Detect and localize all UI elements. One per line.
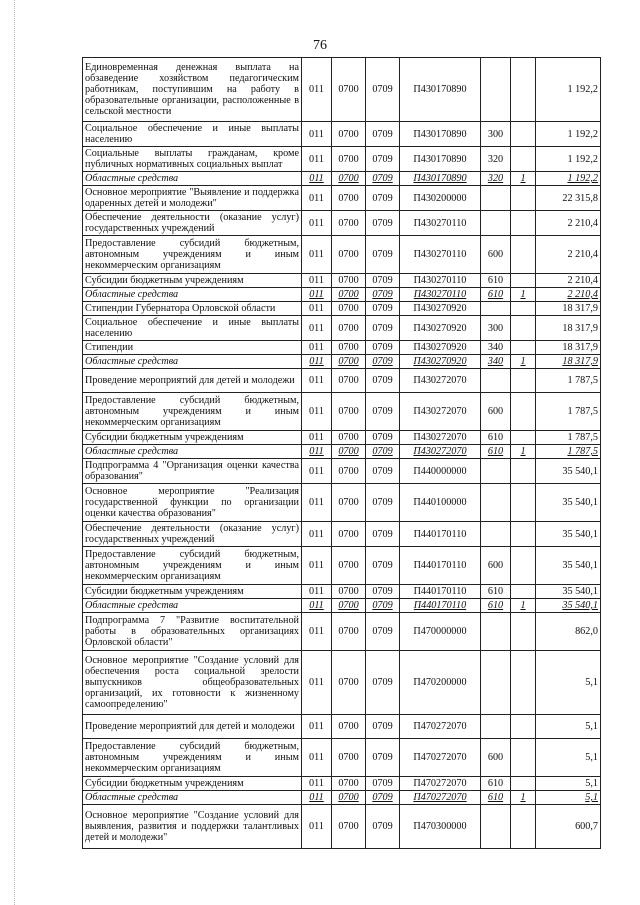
row-section-code: 0700 (332, 715, 366, 739)
row-expense-type: 600 (481, 739, 511, 777)
row-target-article: П430270920 (400, 316, 481, 341)
row-amount: 18 317,9 (536, 355, 601, 369)
row-section-code: 0700 (332, 805, 366, 849)
table-row (83, 613, 601, 651)
row-ministry-code: 011 (302, 715, 332, 739)
row-amount: 5,1 (536, 739, 601, 777)
row-amount: 5,1 (536, 777, 601, 791)
row-funding-source (511, 341, 536, 355)
row-name: Субсидии бюджетным учреждениям (83, 431, 302, 445)
row-subsection-code: 0709 (366, 651, 400, 715)
row-subsection-code: 0709 (366, 302, 400, 316)
row-target-article: П430170890 (400, 147, 481, 172)
row-target-article: П430170890 (400, 122, 481, 147)
row-amount: 1 787,5 (536, 445, 601, 459)
row-target-article: П470000000 (400, 613, 481, 651)
row-target-article: П430270110 (400, 236, 481, 274)
row-name: Субсидии бюджетным учреждениям (83, 777, 302, 791)
row-funding-source (511, 431, 536, 445)
row-target-article: П430270110 (400, 274, 481, 288)
row-subsection-code: 0709 (366, 393, 400, 431)
row-funding-source (511, 302, 536, 316)
row-name: Областные средства (83, 172, 302, 186)
row-target-article: П470300000 (400, 805, 481, 849)
row-subsection-code: 0709 (366, 805, 400, 849)
row-funding-source (511, 522, 536, 547)
row-amount: 18 317,9 (536, 316, 601, 341)
row-name: Областные средства (83, 445, 302, 459)
row-target-article: П430272070 (400, 369, 481, 393)
row-expense-type: 610 (481, 777, 511, 791)
row-subsection-code: 0709 (366, 211, 400, 236)
row-funding-source (511, 739, 536, 777)
row-expense-type (481, 651, 511, 715)
row-amount: 1 192,2 (536, 58, 601, 122)
row-target-article: П430270920 (400, 302, 481, 316)
row-expense-type: 610 (481, 599, 511, 613)
table-row (83, 459, 601, 484)
row-target-article: П440170110 (400, 547, 481, 585)
row-ministry-code: 011 (302, 369, 332, 393)
row-amount: 1 787,5 (536, 431, 601, 445)
row-funding-source: 1 (511, 172, 536, 186)
row-target-article: П430170890 (400, 172, 481, 186)
row-target-article: П470272070 (400, 777, 481, 791)
row-subsection-code: 0709 (366, 791, 400, 805)
row-target-article: П430270920 (400, 355, 481, 369)
row-expense-type: 600 (481, 547, 511, 585)
page-number: 76 (313, 38, 327, 53)
table-row (83, 288, 601, 302)
row-funding-source (511, 459, 536, 484)
row-section-code: 0700 (332, 613, 366, 651)
row-expense-type: 300 (481, 122, 511, 147)
row-section-code: 0700 (332, 585, 366, 599)
row-subsection-code: 0709 (366, 369, 400, 393)
row-ministry-code: 011 (302, 147, 332, 172)
row-section-code: 0700 (332, 302, 366, 316)
row-expense-type (481, 484, 511, 522)
row-subsection-code: 0709 (366, 715, 400, 739)
row-section-code: 0700 (332, 122, 366, 147)
row-ministry-code: 011 (302, 393, 332, 431)
row-section-code: 0700 (332, 739, 366, 777)
row-ministry-code: 011 (302, 791, 332, 805)
row-subsection-code: 0709 (366, 186, 400, 211)
row-target-article: П430170890 (400, 58, 481, 122)
table-row (83, 355, 601, 369)
row-target-article: П470272070 (400, 739, 481, 777)
row-subsection-code: 0709 (366, 445, 400, 459)
row-ministry-code: 011 (302, 484, 332, 522)
row-subsection-code: 0709 (366, 355, 400, 369)
row-subsection-code: 0709 (366, 147, 400, 172)
row-amount: 600,7 (536, 805, 601, 849)
row-funding-source (511, 316, 536, 341)
row-amount: 35 540,1 (536, 585, 601, 599)
row-amount: 1 192,2 (536, 172, 601, 186)
row-funding-source (511, 715, 536, 739)
row-target-article: П470272070 (400, 791, 481, 805)
row-section-code: 0700 (332, 651, 366, 715)
row-expense-type: 320 (481, 172, 511, 186)
row-target-article: П470200000 (400, 651, 481, 715)
row-name: Областные средства (83, 355, 302, 369)
row-funding-source: 1 (511, 791, 536, 805)
row-expense-type (481, 302, 511, 316)
table-row (83, 445, 601, 459)
table-row (83, 651, 601, 715)
row-ministry-code: 011 (302, 613, 332, 651)
row-expense-type (481, 186, 511, 211)
row-subsection-code: 0709 (366, 459, 400, 484)
row-funding-source (511, 186, 536, 211)
row-target-article: П440170110 (400, 599, 481, 613)
row-expense-type: 610 (481, 791, 511, 805)
table-row (83, 341, 601, 355)
row-funding-source (511, 58, 536, 122)
row-name: Стипендии (83, 341, 302, 355)
row-ministry-code: 011 (302, 316, 332, 341)
row-amount: 18 317,9 (536, 341, 601, 355)
row-name: Социальные выплаты гражданам, кроме публичных нормативных социальных выплат (83, 147, 302, 172)
row-funding-source (511, 805, 536, 849)
row-amount: 5,1 (536, 715, 601, 739)
row-section-code: 0700 (332, 236, 366, 274)
row-funding-source (511, 236, 536, 274)
table-row (83, 585, 601, 599)
row-funding-source: 1 (511, 288, 536, 302)
table-row (83, 316, 601, 341)
row-expense-type: 610 (481, 585, 511, 599)
row-amount: 2 210,4 (536, 288, 601, 302)
row-expense-type (481, 369, 511, 393)
table-row (83, 122, 601, 147)
row-ministry-code: 011 (302, 302, 332, 316)
row-funding-source (511, 369, 536, 393)
row-ministry-code: 011 (302, 355, 332, 369)
row-funding-source: 1 (511, 355, 536, 369)
row-ministry-code: 011 (302, 341, 332, 355)
row-subsection-code: 0709 (366, 547, 400, 585)
row-funding-source (511, 484, 536, 522)
row-amount: 35 540,1 (536, 599, 601, 613)
row-section-code: 0700 (332, 355, 366, 369)
table-row (83, 484, 601, 522)
row-subsection-code: 0709 (366, 585, 400, 599)
row-amount: 5,1 (536, 651, 601, 715)
row-expense-type (481, 715, 511, 739)
table-row (83, 58, 601, 122)
row-expense-type: 610 (481, 431, 511, 445)
row-amount: 2 210,4 (536, 274, 601, 288)
table-row (83, 369, 601, 393)
row-subsection-code: 0709 (366, 274, 400, 288)
row-expense-type: 340 (481, 355, 511, 369)
row-name: Проведение мероприятий для детей и молодежи (83, 715, 302, 739)
row-target-article: П430272070 (400, 393, 481, 431)
row-expense-type: 600 (481, 236, 511, 274)
row-section-code: 0700 (332, 211, 366, 236)
row-target-article: П440170110 (400, 522, 481, 547)
row-amount: 35 540,1 (536, 522, 601, 547)
row-subsection-code: 0709 (366, 522, 400, 547)
row-ministry-code: 011 (302, 777, 332, 791)
row-amount: 2 210,4 (536, 211, 601, 236)
row-name: Субсидии бюджетным учреждениям (83, 274, 302, 288)
row-section-code: 0700 (332, 459, 366, 484)
row-section-code: 0700 (332, 393, 366, 431)
row-section-code: 0700 (332, 445, 366, 459)
table-row (83, 274, 601, 288)
row-expense-type (481, 805, 511, 849)
row-amount: 1 192,2 (536, 147, 601, 172)
table-row (83, 172, 601, 186)
row-name: Обеспечение деятельности (оказание услуг) государственных учреждений (83, 211, 302, 236)
table-row (83, 777, 601, 791)
row-subsection-code: 0709 (366, 599, 400, 613)
row-subsection-code: 0709 (366, 58, 400, 122)
row-section-code: 0700 (332, 484, 366, 522)
row-target-article: П440100000 (400, 484, 481, 522)
row-subsection-code: 0709 (366, 777, 400, 791)
row-section-code: 0700 (332, 288, 366, 302)
row-section-code: 0700 (332, 172, 366, 186)
row-target-article: П430270110 (400, 288, 481, 302)
table-row (83, 186, 601, 211)
row-section-code: 0700 (332, 522, 366, 547)
row-name: Областные средства (83, 288, 302, 302)
row-section-code: 0700 (332, 431, 366, 445)
row-name: Подпрограмма 4 "Организация оценки качества образования" (83, 459, 302, 484)
row-subsection-code: 0709 (366, 484, 400, 522)
row-name: Подпрограмма 7 "Развитие воспитательной работы в образовательных организациях Орловской области" (83, 613, 302, 651)
row-subsection-code: 0709 (366, 613, 400, 651)
row-expense-type: 600 (481, 393, 511, 431)
table-row (83, 522, 601, 547)
row-ministry-code: 011 (302, 445, 332, 459)
row-funding-source (511, 651, 536, 715)
row-amount: 35 540,1 (536, 547, 601, 585)
row-target-article: П430200000 (400, 186, 481, 211)
row-name: Основное мероприятие "Реализация государственной функции по организации оценки качества образования" (83, 484, 302, 522)
row-section-code: 0700 (332, 791, 366, 805)
row-amount: 2 210,4 (536, 236, 601, 274)
row-amount: 1 787,5 (536, 369, 601, 393)
row-funding-source (511, 613, 536, 651)
row-subsection-code: 0709 (366, 122, 400, 147)
row-ministry-code: 011 (302, 739, 332, 777)
row-section-code: 0700 (332, 777, 366, 791)
row-ministry-code: 011 (302, 431, 332, 445)
row-funding-source: 1 (511, 445, 536, 459)
row-section-code: 0700 (332, 341, 366, 355)
row-ministry-code: 011 (302, 547, 332, 585)
row-amount: 35 540,1 (536, 484, 601, 522)
row-expense-type: 610 (481, 445, 511, 459)
table-row (83, 791, 601, 805)
row-name: Основное мероприятие "Создание условий для обеспечения роста социальной зрелости выпускников общеобразовательных организаций, их готовности к жизненному самоопределению" (83, 651, 302, 715)
row-target-article: П430272070 (400, 431, 481, 445)
row-target-article: П470272070 (400, 715, 481, 739)
table-row (83, 805, 601, 849)
row-section-code: 0700 (332, 547, 366, 585)
binding-margin-line (14, 0, 15, 905)
row-expense-type (481, 58, 511, 122)
table-row (83, 599, 601, 613)
row-subsection-code: 0709 (366, 288, 400, 302)
row-subsection-code: 0709 (366, 341, 400, 355)
row-funding-source (511, 274, 536, 288)
row-amount: 1 787,5 (536, 393, 601, 431)
row-ministry-code: 011 (302, 522, 332, 547)
row-name: Обеспечение деятельности (оказание услуг) государственных учреждений (83, 522, 302, 547)
row-funding-source (511, 777, 536, 791)
table-row (83, 715, 601, 739)
row-expense-type (481, 613, 511, 651)
row-name: Предоставление субсидий бюджетным, автономным учреждениям и иным некоммерческим организациям (83, 236, 302, 274)
row-expense-type: 320 (481, 147, 511, 172)
row-section-code: 0700 (332, 147, 366, 172)
table-row (83, 739, 601, 777)
row-ministry-code: 011 (302, 599, 332, 613)
row-target-article: П430270110 (400, 211, 481, 236)
row-name: Предоставление субсидий бюджетным, автономным учреждениям и иным некоммерческим организациям (83, 547, 302, 585)
row-expense-type: 300 (481, 316, 511, 341)
budget-table-body (83, 58, 601, 849)
row-section-code: 0700 (332, 599, 366, 613)
table-row (83, 236, 601, 274)
row-name: Основное мероприятие "Выявление и поддержка одаренных детей и молодежи" (83, 186, 302, 211)
row-section-code: 0700 (332, 186, 366, 211)
row-ministry-code: 011 (302, 58, 332, 122)
row-amount: 22 315,8 (536, 186, 601, 211)
row-amount: 1 192,2 (536, 122, 601, 147)
table-row (83, 147, 601, 172)
row-expense-type (481, 522, 511, 547)
row-expense-type: 340 (481, 341, 511, 355)
row-funding-source (511, 147, 536, 172)
row-funding-source (511, 547, 536, 585)
row-section-code: 0700 (332, 369, 366, 393)
row-expense-type: 610 (481, 274, 511, 288)
row-name: Проведение мероприятий для детей и молодежи (83, 369, 302, 393)
row-target-article: П430270920 (400, 341, 481, 355)
row-ministry-code: 011 (302, 274, 332, 288)
row-ministry-code: 011 (302, 122, 332, 147)
row-amount: 18 317,9 (536, 302, 601, 316)
row-target-article: П440170110 (400, 585, 481, 599)
row-funding-source (511, 122, 536, 147)
table-row (83, 393, 601, 431)
row-ministry-code: 011 (302, 186, 332, 211)
row-name: Социальное обеспечение и иные выплаты населению (83, 316, 302, 341)
row-subsection-code: 0709 (366, 431, 400, 445)
row-target-article: П430272070 (400, 445, 481, 459)
row-ministry-code: 011 (302, 172, 332, 186)
row-section-code: 0700 (332, 316, 366, 341)
row-name: Стипендии Губернатора Орловской области (83, 302, 302, 316)
row-amount: 5,1 (536, 791, 601, 805)
row-expense-type (481, 211, 511, 236)
row-ministry-code: 011 (302, 651, 332, 715)
row-name: Областные средства (83, 791, 302, 805)
row-name: Субсидии бюджетным учреждениям (83, 585, 302, 599)
row-ministry-code: 011 (302, 805, 332, 849)
row-ministry-code: 011 (302, 459, 332, 484)
row-target-article: П440000000 (400, 459, 481, 484)
table-row (83, 547, 601, 585)
row-ministry-code: 011 (302, 288, 332, 302)
row-subsection-code: 0709 (366, 236, 400, 274)
row-ministry-code: 011 (302, 236, 332, 274)
row-amount: 35 540,1 (536, 459, 601, 484)
row-section-code: 0700 (332, 274, 366, 288)
row-amount: 862,0 (536, 613, 601, 651)
row-subsection-code: 0709 (366, 172, 400, 186)
row-name: Предоставление субсидий бюджетным, автономным учреждениям и иным некоммерческим организациям (83, 739, 302, 777)
row-name: Предоставление субсидий бюджетным, автономным учреждениям и иным некоммерческим организациям (83, 393, 302, 431)
row-funding-source (511, 211, 536, 236)
table-row (83, 302, 601, 316)
table-row (83, 211, 601, 236)
row-funding-source (511, 393, 536, 431)
row-ministry-code: 011 (302, 211, 332, 236)
row-name: Социальное обеспечение и иные выплаты населению (83, 122, 302, 147)
budget-table (82, 57, 601, 849)
row-funding-source: 1 (511, 599, 536, 613)
row-name: Единовременная денежная выплата на обзаведение хозяйством педагогическим работникам, поступившим на работу в образовательные организации, расположенные в сельской местности (83, 58, 302, 122)
row-subsection-code: 0709 (366, 739, 400, 777)
row-section-code: 0700 (332, 58, 366, 122)
row-expense-type (481, 459, 511, 484)
row-funding-source (511, 585, 536, 599)
row-expense-type: 610 (481, 288, 511, 302)
row-subsection-code: 0709 (366, 316, 400, 341)
row-ministry-code: 011 (302, 585, 332, 599)
row-name: Основное мероприятие "Создание условий для выявления, развития и поддержки талантливых детей и молодежи" (83, 805, 302, 849)
table-row (83, 431, 601, 445)
row-name: Областные средства (83, 599, 302, 613)
